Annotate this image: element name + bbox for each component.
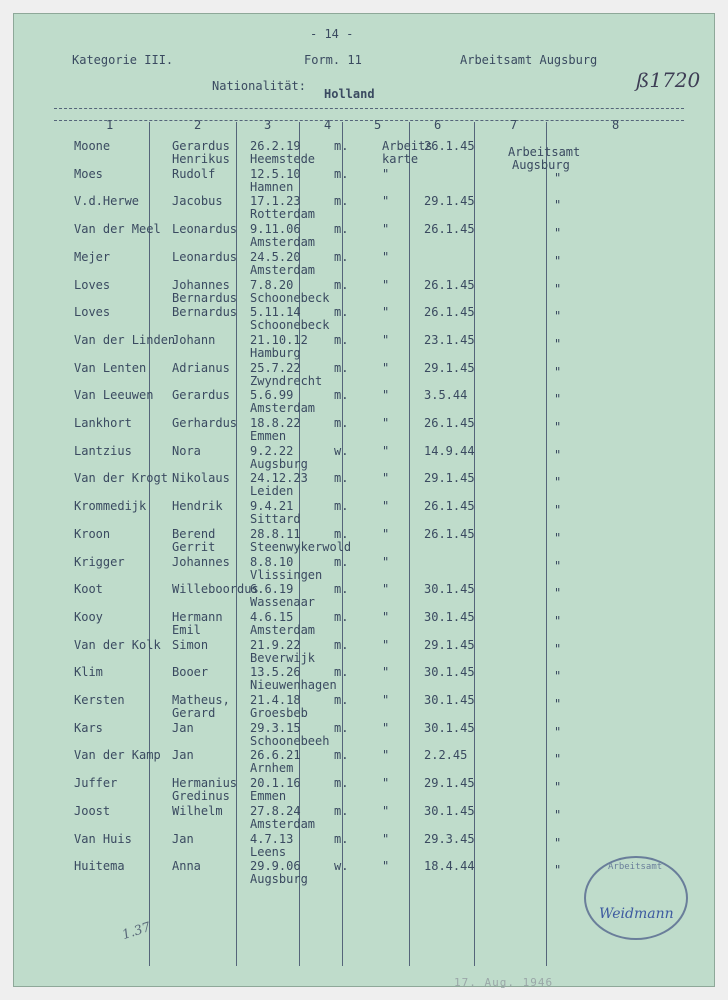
birth-place-cell: Zwyndrecht [250,373,323,388]
birth-date-cell: 8.8.10 [250,554,294,569]
birth-place-cell: Augsburg [250,456,308,471]
document-cell: " [382,388,390,403]
sex-cell: m. [334,305,349,320]
date-cell: 29.1.45 [424,637,475,652]
document-cell: " [382,776,390,791]
nationality-label: Nationalität: [212,79,306,93]
office-cell: " [554,475,562,490]
surname-cell: V.d.Herwe [74,194,140,209]
given-name-cell: Rudolf [172,166,216,181]
birth-date-cell: 9.4.21 [250,499,294,514]
birth-date-cell: 20.1.16 [250,776,301,791]
office-cell: " [554,669,562,684]
surname-cell: Van der Kolk [74,637,161,652]
surname-cell: Lankhort [74,416,132,430]
date-cell: 3.5.44 [424,388,468,403]
document-sheet [13,13,715,987]
date-cell: 2.2.45 [424,748,468,763]
surname-cell: Joost [74,803,111,818]
date-cell: 29.1.45 [424,776,475,791]
document-cell: " [382,582,390,597]
office-cell: " [554,586,562,601]
date-cell: 26.1.45 [424,526,475,541]
birth-date-cell: 13.5.26 [250,665,301,680]
document-cell: " [382,416,390,430]
sex-cell: m. [334,139,349,153]
document-cell: " [382,166,390,181]
table-row [14,694,714,724]
table-row [14,666,714,696]
given-name-cell: Adrianus [172,360,230,375]
document-second-line: karte [382,152,419,166]
sex-cell: m. [334,249,349,264]
given-name-cell: Jan [172,720,194,735]
given-name-cell: Johann [172,332,216,347]
document-cell: " [382,332,390,347]
office-cell: " [554,558,562,573]
given-name-cell: Simon [172,637,209,652]
column-number-7: 7 [510,118,518,132]
document-cell: " [382,526,390,541]
given-name-cell: Leonardus [172,249,238,264]
given-name-cell: Jacobus [172,194,223,209]
office-cell: " [554,807,562,822]
office-cell: " [554,503,562,518]
surname-cell: Kersten [74,693,125,707]
given-name-cell: Gerhardus [172,416,238,430]
surname-cell: Van der Linden [74,332,176,347]
birth-date-cell: 9.11.06 [250,222,301,237]
birth-place-cell: Emmen [250,789,287,804]
given-name-cell: Anna [172,859,201,874]
given-name-second-line: Gerard [172,706,216,720]
birth-date-cell: 21.10.12 [250,332,308,347]
sex-cell: m. [334,194,349,209]
table-row [14,749,714,779]
surname-cell: Van Huis [74,831,132,846]
surname-cell: Loves [74,277,111,292]
column-number-6: 6 [434,118,442,132]
table-row [14,251,714,281]
sex-cell: m. [334,582,349,597]
surname-cell: Loves [74,305,111,320]
surname-cell: Krigger [74,554,125,569]
given-name-second-line: Henrikus [172,152,230,166]
birth-place-cell: Augsburg [250,872,308,887]
birth-place-cell: Schoonebeck [250,318,330,333]
surname-cell: Moone [74,139,111,153]
given-name-second-line: Bernardus [172,290,238,305]
handwritten-reference-number: ß1720 [636,68,701,92]
birth-date-cell: 17.1.23 [250,194,301,209]
office-cell: " [554,281,562,296]
surname-cell: Klim [74,665,103,680]
office-cell: " [554,641,562,656]
given-name-cell: Matheus, [172,693,230,707]
surname-cell: Kroon [74,526,111,541]
table-row [14,611,714,641]
sex-cell: m. [334,776,349,791]
surname-cell: Krommedijk [74,499,147,514]
table-row [14,639,714,669]
birth-date-cell: 26.6.21 [250,748,301,763]
given-name-cell: Booer [172,665,209,680]
birth-date-cell: 25.7.22 [250,360,301,375]
category-label: Kategorie III. [72,53,174,67]
birth-place-cell: Emmen [250,429,287,443]
surname-cell: Van der Krogt [74,471,168,486]
birth-date-cell: 24.12.23 [250,471,308,486]
office-label: Arbeitsamt Augsburg [460,53,598,67]
birth-place-cell: Leiden [250,484,294,499]
given-name-cell: Jan [172,831,194,846]
surname-cell: Lantzius [74,443,132,458]
faint-date-stamp: 17. Aug. 1946 [454,976,554,989]
surname-cell: Van der Kamp [74,748,161,763]
table-row [14,306,714,336]
office-cell: " [554,697,562,711]
table-row [14,140,714,170]
table-row [14,417,714,447]
office-cell: " [554,364,562,379]
birth-place-cell: Schoonebeeh [250,733,330,748]
office-cell: " [554,198,562,213]
birth-place-cell: Amsterdam [250,262,316,277]
sex-cell: m. [334,803,349,818]
table-row [14,472,714,502]
birth-date-cell: 5.6.99 [250,388,294,403]
table-row [14,279,714,309]
birth-place-cell: Beverwijk [250,650,316,665]
sex-cell: m. [334,526,349,541]
birth-date-cell: 21.9.22 [250,637,301,652]
sex-cell: m. [334,416,349,430]
date-cell: 26.1.45 [424,139,475,153]
column-number-1: 1 [106,118,114,132]
birth-place-cell: Heemstede [250,152,316,166]
birth-place-cell: Nieuwenhagen [250,678,337,693]
office-cell: " [554,752,562,767]
birth-place-cell: Schoonebeck [250,290,330,305]
birth-date-cell: 27.8.24 [250,803,301,818]
given-name-cell: Nikolaus [172,471,230,486]
document-cell: " [382,554,390,569]
given-name-cell: Johannes [172,554,230,569]
sex-cell: m. [334,637,349,652]
birth-place-cell: Vlissingen [250,567,323,582]
office-cell: " [554,226,562,241]
table-row [14,722,714,752]
document-cell: " [382,720,390,735]
birth-place-cell: Leens [250,844,287,859]
document-cell: " [382,249,390,264]
table-row [14,833,714,863]
date-cell: 26.1.45 [424,277,475,292]
column-number-8: 8 [612,118,620,132]
sex-cell: w. [334,859,349,874]
birth-date-cell: 18.8.22 [250,416,301,430]
page-number: - 14 - [310,27,354,41]
given-name-cell: Nora [172,443,201,458]
birth-date-cell: 4.7.13 [250,831,294,846]
birth-place-cell: Hamnen [250,179,294,194]
document-cell: " [382,665,390,680]
given-name-cell: Gerardus [172,388,230,403]
given-name-second-line: Gerrit [172,539,216,554]
birth-date-cell: 29.3.15 [250,720,301,735]
column-number-2: 2 [194,118,202,132]
birth-date-cell: 7.8.20 [250,277,294,292]
office-cell: " [554,780,562,795]
date-cell: 29.1.45 [424,471,475,486]
surname-cell: Juffer [74,776,118,791]
column-number-3: 3 [264,118,272,132]
office-cell: " [554,420,562,434]
given-name-cell: Berend [172,526,216,541]
birth-place-cell: Arnhem [250,761,294,776]
office-cell: " [554,170,562,185]
header-rule-bottom [54,120,684,121]
document-cell: " [382,693,390,707]
document-cell: Arbeits [382,139,433,153]
birth-place-cell: Steenwykerwold [250,539,352,554]
sex-cell: m. [334,499,349,514]
document-cell: " [382,305,390,320]
sex-cell: m. [334,693,349,707]
date-cell: 14.9.44 [424,443,475,458]
document-cell: " [382,277,390,292]
document-cell: " [382,748,390,763]
sex-cell: w. [334,443,349,458]
office-cell: " [554,613,562,628]
birth-place-cell: Hamburg [250,345,301,360]
table-row [14,445,714,475]
table-row [14,168,714,198]
table-row [14,195,714,225]
surname-cell: Van der Meel [74,222,161,237]
given-name-cell: Hermann [172,609,223,624]
table-row [14,777,714,807]
margin-note: 1.37 [120,919,153,944]
document-cell: " [382,471,390,486]
office-cell: " [554,530,562,545]
birth-date-cell: 6.6.19 [250,582,294,597]
date-cell: 26.1.45 [424,499,475,514]
sex-cell: m. [334,748,349,763]
surname-cell: Kars [74,720,103,735]
sex-cell: m. [334,166,349,181]
sex-cell: m. [334,222,349,237]
birth-date-cell: 9.2.22 [250,443,294,458]
date-cell: 29.1.45 [424,360,475,375]
surname-cell: Kooy [74,609,103,624]
surname-cell: Moes [74,166,103,181]
table-row [14,389,714,419]
document-cell: " [382,859,390,874]
column-number-5: 5 [374,118,382,132]
birth-place-cell: Amsterdam [250,235,316,250]
sex-cell: m. [334,720,349,735]
date-cell: 29.1.45 [424,194,475,209]
date-cell: 30.1.45 [424,609,475,624]
column-number-4: 4 [324,118,332,132]
table-row [14,362,714,392]
signature: Weidmann [599,906,674,922]
date-cell: 30.1.45 [424,693,475,707]
given-name-second-line: Gredinus [172,789,230,804]
birth-place-cell: Sittard [250,512,301,527]
surname-cell: Mejer [74,249,111,264]
office-cell: " [554,392,562,407]
nationality-value: Holland [324,87,375,101]
form-label: Form. 11 [304,53,362,67]
table-row [14,583,714,613]
given-name-cell: Wilhelm [172,803,223,818]
sex-cell: m. [334,665,349,680]
office-cell: " [554,309,562,324]
header-rule-top [54,108,684,109]
birth-date-cell: 12.5.10 [250,166,301,181]
given-name-second-line: Emil [172,622,201,637]
given-name-cell: Johannes [172,277,230,292]
surname-cell: Van Leeuwen [74,388,154,403]
table-row [14,223,714,253]
date-cell: 30.1.45 [424,582,475,597]
given-name-cell: Bernardus [172,305,238,320]
surname-cell: Van Lenten [74,360,147,375]
date-cell: 30.1.45 [424,803,475,818]
birth-date-cell: 24.5.20 [250,249,301,264]
birth-place-cell: Amsterdam [250,622,316,637]
birth-place-cell: Amsterdam [250,401,316,416]
sex-cell: m. [334,277,349,292]
table-row [14,556,714,586]
document-cell: " [382,831,390,846]
given-name-cell: Gerardus [172,139,230,153]
document-cell: " [382,443,390,458]
surname-cell: Koot [74,582,103,597]
date-cell: 30.1.45 [424,720,475,735]
document-cell: " [382,609,390,624]
date-cell: 26.1.45 [424,416,475,430]
office-cell: " [554,447,562,462]
date-cell: 30.1.45 [424,665,475,680]
document-cell: " [382,637,390,652]
office-cell: " [554,863,562,878]
sex-cell: m. [334,554,349,569]
given-name-cell: Hendrik [172,499,223,514]
surname-cell: Huitema [74,859,125,874]
date-cell: 23.1.45 [424,332,475,347]
sex-cell: m. [334,831,349,846]
table-row [14,334,714,364]
birth-place-cell: Groesbeb [250,706,308,720]
document-cell: " [382,222,390,237]
table-row [14,805,714,835]
birth-date-cell: 21.4.18 [250,693,301,707]
sex-cell: m. [334,471,349,486]
birth-place-cell: Rotterdam [250,207,316,222]
office-cell: " [554,336,562,351]
given-name-cell: Willeboordus [172,582,259,597]
date-cell: 29.3.45 [424,831,475,846]
table-row [14,528,714,558]
birth-date-cell: 4.6.15 [250,609,294,624]
sex-cell: m. [334,332,349,347]
birth-date-cell: 28.8.11 [250,526,301,541]
column8-header-line1: Arbeitsamt [508,145,581,159]
given-name-cell: Hermanius [172,776,238,791]
document-cell: " [382,360,390,375]
date-cell: 18.4.44 [424,859,475,874]
office-cell: " [554,724,562,739]
birth-place-cell: Amsterdam [250,816,316,831]
table-row [14,500,714,530]
birth-date-cell: 29.9.06 [250,859,301,874]
document-cell: " [382,803,390,818]
column8-header-line2: Augsburg [512,158,570,172]
sex-cell: m. [334,609,349,624]
document-cell: " [382,499,390,514]
sex-cell: m. [334,388,349,403]
date-cell: 26.1.45 [424,305,475,320]
office-cell: " [554,253,562,268]
given-name-cell: Jan [172,748,194,763]
sex-cell: m. [334,360,349,375]
birth-place-cell: Wassenaar [250,595,316,610]
birth-date-cell: 26.2.19 [250,139,301,153]
given-name-cell: Leonardus [172,222,238,237]
office-stamp: Arbeitsamt [584,856,688,940]
document-cell: " [382,194,390,209]
date-cell: 26.1.45 [424,222,475,237]
office-cell: " [554,835,562,850]
birth-date-cell: 5.11.14 [250,305,301,320]
